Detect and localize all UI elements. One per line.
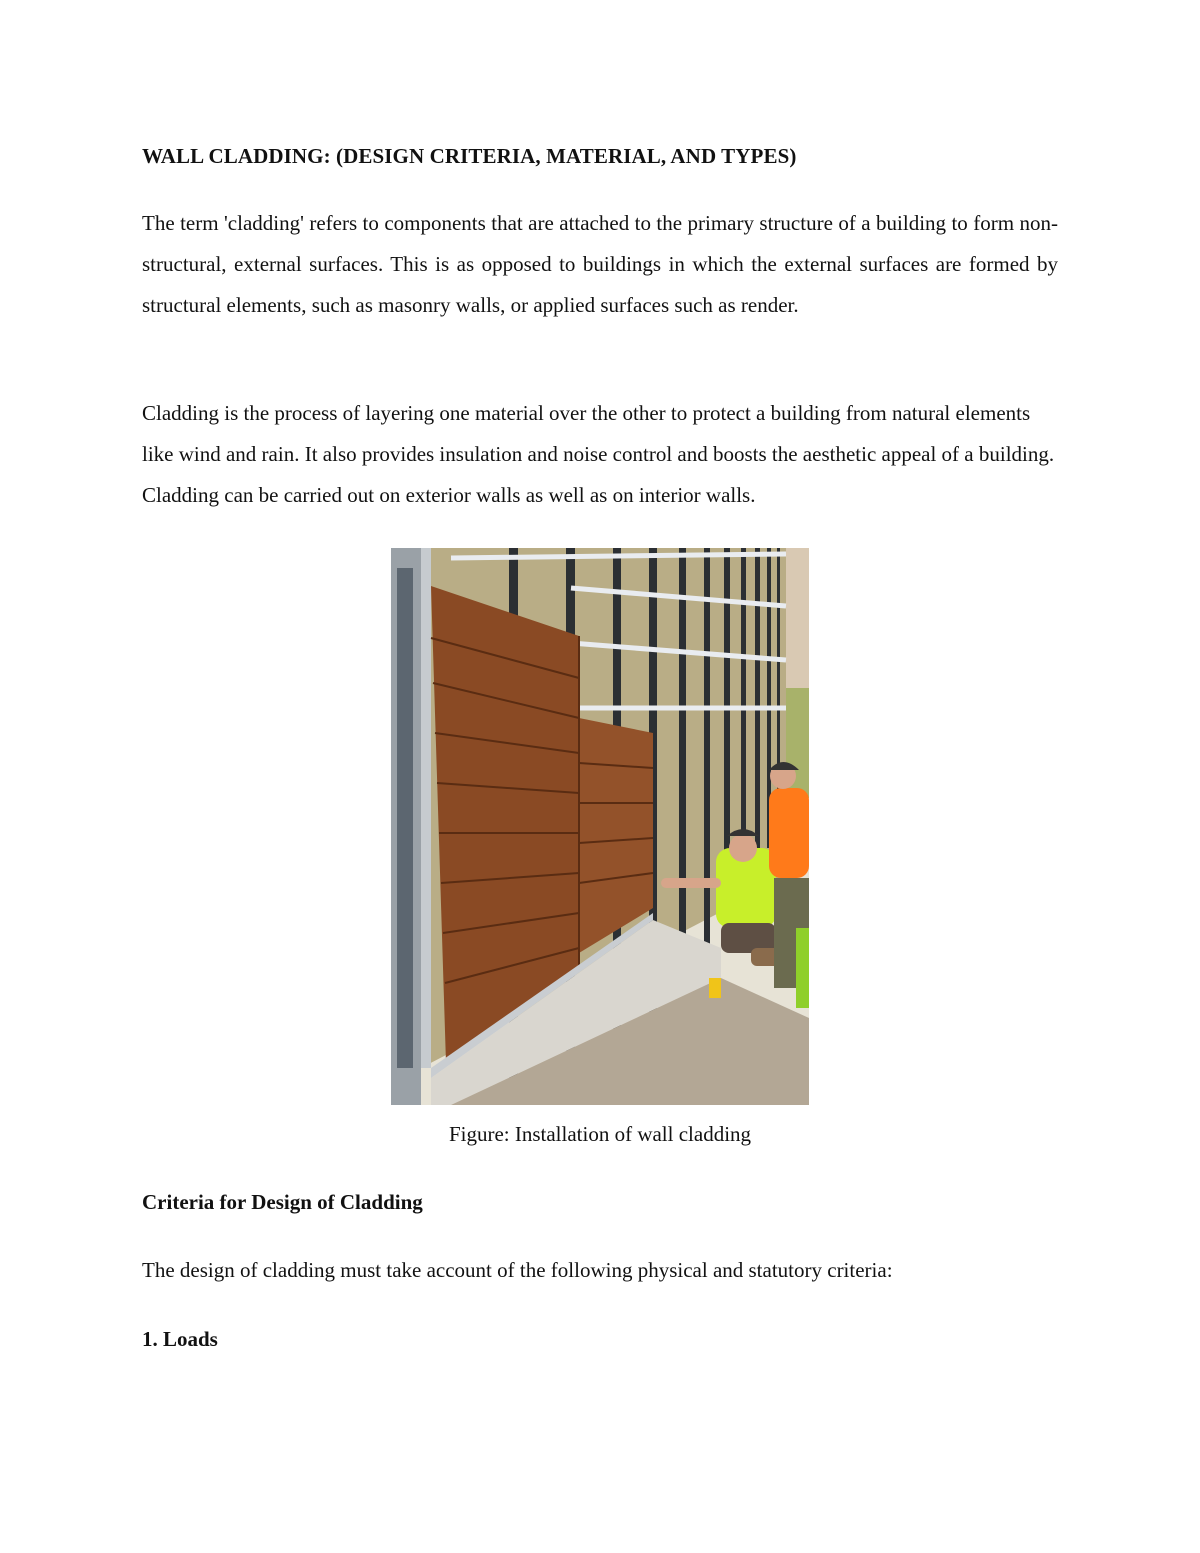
document-title: WALL CLADDING: (DESIGN CRITERIA, MATERIAL, AND TYPES): [142, 144, 797, 168]
list-item-loads: 1. Loads: [142, 1327, 218, 1351]
paragraph-definition: The term 'cladding' refers to components that are attached to the primary structure of a building to form non-structural, external surfaces. This is as opposed to buildings in which the external surfaces are formed by structural elements, such as masonry walls, or applied surfaces such as render.: [142, 211, 1058, 317]
window-glass: [397, 568, 413, 1068]
section-heading-criteria: Criteria for Design of Cladding: [142, 1190, 423, 1214]
section-intro: The design of cladding must take account of the following physical and statutory criteria:: [142, 1258, 893, 1282]
cladding-illustration: [391, 548, 809, 1105]
paragraph-process: Cladding is the process of layering one material over the other to protect a building from natural elements like wind and rain. It also provides insulation and noise control and boosts the aesthetic appeal of a building. Cladding can be carried out on exterior walls as well as on interior walls.: [142, 401, 1055, 507]
figure-wall-cladding-photo: [391, 548, 809, 1105]
figure-caption: Figure: Installation of wall cladding: [448, 1122, 752, 1146]
window-trim: [421, 548, 431, 1068]
worker-standing: [769, 762, 809, 1008]
